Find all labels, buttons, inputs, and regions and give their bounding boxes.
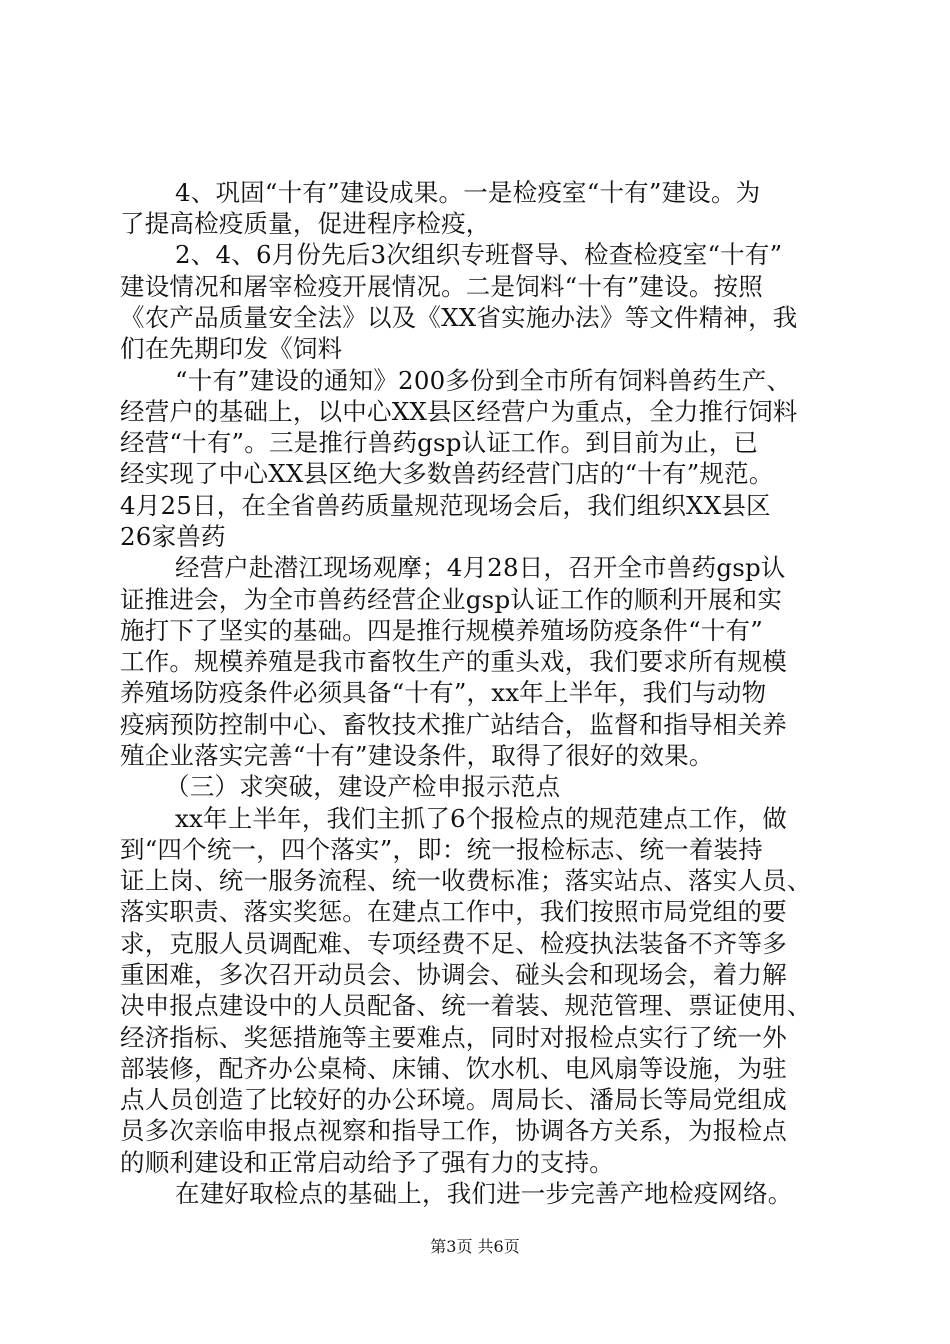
text-line: 2、4、6月份先后3次组织专班督导、检查检疫室“十有” [175, 240, 783, 269]
page-number-footer: 第3页 共6页 [430, 1237, 520, 1256]
text-line: 26家兽药 [120, 522, 226, 551]
text-line: 殖企业落实完善“十有”建设条件，取得了很好的效果。 [120, 741, 714, 770]
text-line: 到“四个统一，四个落实”，即：统一报检标志、统一着装持 [120, 835, 763, 864]
text-line: 证上岗、统一服务流程、统一收费标准；落实站点、落实人员、 [120, 866, 812, 895]
text-line: 4月25日，在全省兽药质量规范现场会后，我们组织XX县区 [120, 491, 771, 520]
text-line: 员多次亲临申报点视察和指导工作，协调各方关系，为报检点 [120, 1116, 787, 1145]
text-line: xx年上半年，我们主抓了6个报检点的规范建点工作，做 [175, 804, 787, 833]
text-line: “十有”建设的通知》200多份到全市所有饲料兽药生产、 [175, 366, 792, 395]
text-line: 重困难，多次召开动员会、协调会、碰头会和现场会，着力解 [120, 960, 787, 989]
text-line: 《农产品质量安全法》以及《XX省实施办法》等文件精神，我 [120, 303, 798, 332]
text-line: 养殖场防疫条件必须具备“十有”，xx年上半年，我们与动物 [120, 678, 767, 707]
text-line: 经营户赴潜江现场观摩；4月28日，召开全市兽药gsp认 [175, 553, 786, 582]
text-line: 4、巩固“十有”建设成果。一是检疫室“十有”建设。为 [175, 178, 761, 207]
text-line: 工作。规模养殖是我市畜牧生产的重头戏，我们要求所有规模 [120, 647, 787, 676]
text-line: 经济指标、奖惩措施等主要难点，同时对报检点实行了统一外 [120, 1023, 787, 1052]
text-line: 疫病预防控制中心、畜牧技术推广站结合，监督和指导相关养 [120, 710, 787, 739]
text-line: 建设情况和屠宰检疫开展情况。二是饲料“十有”建设。按照 [120, 272, 763, 301]
text-line: 部装修，配齐办公桌椅、床铺、饮水机、电风扇等设施，为驻 [120, 1054, 787, 1083]
text-line: 了提高检疫质量，促进程序检疫， [120, 209, 491, 238]
section-heading: （三）求突破，建设产检申报示范点 [165, 772, 561, 801]
text-line: 落实职责、落实奖惩。在建点工作中，我们按照市局党组的要 [120, 897, 787, 926]
text-line: 点人员创造了比较好的办公环境。周局长、潘局长等局党组成 [120, 1085, 787, 1114]
text-line: 在建好取检点的基础上，我们进一步完善产地检疫网络。 [175, 1179, 793, 1208]
text-line: 施打下了坚实的基础。四是推行规模养殖场防疫条件“十有” [120, 616, 763, 645]
text-line: 经实现了中心XX县区绝大多数兽药经营门店的“十有”规范。 [120, 459, 774, 488]
text-line: 决申报点建设中的人员配备、统一着装、规范管理、票证使用、 [120, 991, 812, 1020]
text-line: 们在先期印发《饲料 [120, 334, 343, 363]
text-line: 经营户的基础上，以中心XX县区经营户为重点，全力推行饲料 [120, 397, 798, 426]
text-line: 经营“十有”。三是推行兽药gsp认证工作。到目前为止，已 [120, 428, 759, 457]
text-line: 求，克服人员调配难、专项经费不足、检疫执法装备不齐等多 [120, 929, 787, 958]
text-line: 的顺利建设和正常启动给予了强有力的支持。 [120, 1148, 614, 1177]
text-line: 证推进会，为全市兽药经营企业gsp认证工作的顺利开展和实 [120, 585, 783, 614]
